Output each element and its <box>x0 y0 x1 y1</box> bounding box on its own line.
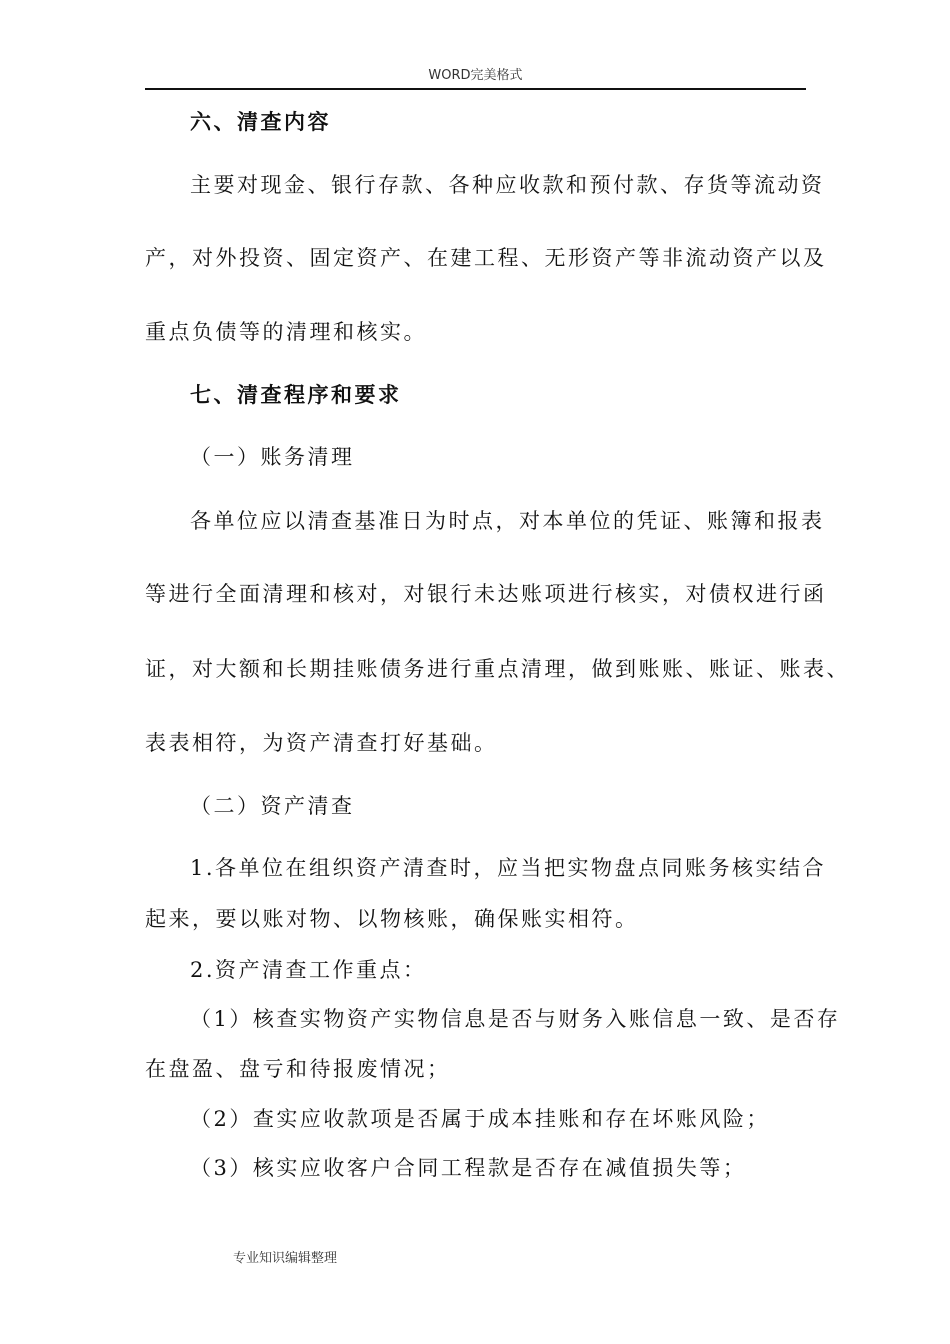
page-footer: 专业知识编辑整理 <box>233 1251 338 1266</box>
paragraph-line: 重点负债等的清理和核实。 <box>145 320 427 344</box>
section-heading-6: 六、清查内容 <box>190 109 331 134</box>
paragraph-line: 表表相符，为资产清查打好基础。 <box>145 731 498 755</box>
page-header: WORD完美格式 <box>145 66 806 90</box>
paragraph-line: 各单位应以清查基准日为时点，对本单位的凭证、账簿和报表 <box>190 509 825 533</box>
list-item: （3）核实应收客户合同工程款是否存在减值损失等； <box>190 1156 747 1180</box>
list-item: （2）查实应收款项是否属于成本挂账和存在坏账风险； <box>190 1107 770 1131</box>
list-item: 2.资产清查工作重点： <box>190 958 427 982</box>
list-item-line: 1.各单位在组织资产清查时，应当把实物盘点同账务核实结合 <box>190 856 827 880</box>
list-item-line: 起来，要以账对物、以物核账，确保账实相符。 <box>145 907 639 931</box>
paragraph-line: 等进行全面清理和核对，对银行未达账项进行核实，对债权进行函 <box>145 582 827 606</box>
list-item-line: 在盘盈、盘亏和待报废情况； <box>145 1057 451 1081</box>
subsection-heading-2: （二）资产清查 <box>190 794 355 818</box>
paragraph-line: 证，对大额和长期挂账债务进行重点清理，做到账账、账证、账表、 <box>145 657 850 681</box>
section-heading-7: 七、清查程序和要求 <box>190 382 402 407</box>
paragraph-line: 主要对现金、银行存款、各种应收款和预付款、存货等流动资 <box>190 173 825 197</box>
subsection-heading-1: （一）账务清理 <box>190 445 355 469</box>
paragraph-line: 产，对外投资、固定资产、在建工程、无形资产等非流动资产以及 <box>145 246 827 270</box>
list-item-line: （1）核查实物资产实物信息是否与财务入账信息一致、是否存 <box>190 1007 841 1031</box>
